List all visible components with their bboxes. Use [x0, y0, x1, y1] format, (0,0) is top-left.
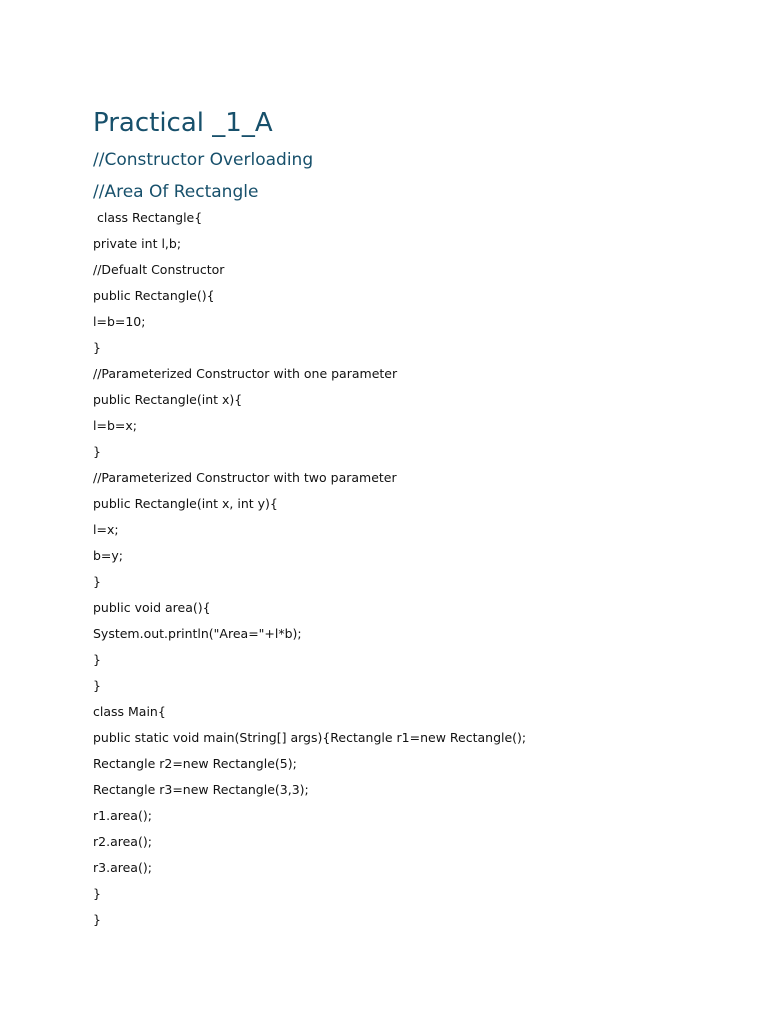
code-line: //Defualt Constructor — [93, 262, 225, 277]
code-line: public Rectangle(int x){ — [93, 392, 243, 407]
code-line: l=x; — [93, 522, 119, 537]
code-line: } — [93, 912, 101, 927]
code-line: r2.area(); — [93, 834, 152, 849]
subheading-area-of-rectangle: //Area Of Rectangle — [93, 182, 259, 202]
code-line: } — [93, 340, 101, 355]
code-line: //Parameterized Constructor with one parameter — [93, 366, 398, 381]
code-line: public Rectangle(){ — [93, 288, 215, 303]
code-line: public static void main(String[] args){Rectangle r1=new Rectangle(); — [93, 730, 527, 745]
code-line: r3.area(); — [93, 860, 152, 875]
code-line: public void area(){ — [93, 600, 211, 615]
subheading-constructor-overloading: //Constructor Overloading — [93, 150, 314, 170]
code-line: //Parameterized Constructor with two parameter — [93, 470, 397, 485]
code-line: public Rectangle(int x, int y){ — [93, 496, 278, 511]
code-line: } — [93, 678, 101, 693]
code-line: l=b=x; — [93, 418, 137, 433]
code-block — [93, 205, 713, 933]
code-line: class Rectangle{ — [93, 210, 203, 225]
code-line: l=b=10; — [93, 314, 146, 329]
code-line: } — [93, 886, 101, 901]
code-line: class Main{ — [93, 704, 166, 719]
code-line: } — [93, 444, 101, 459]
code-line: private int l,b; — [93, 236, 182, 251]
code-line: System.out.println("Area="+l*b); — [93, 626, 302, 641]
page-title: Practical _1_A — [93, 108, 273, 138]
code-line: } — [93, 652, 101, 667]
document-content — [93, 106, 713, 933]
code-line: } — [93, 574, 101, 589]
code-line: Rectangle r3=new Rectangle(3,3); — [93, 782, 309, 797]
code-line: r1.area(); — [93, 808, 152, 823]
code-line: Rectangle r2=new Rectangle(5); — [93, 756, 297, 771]
code-line: b=y; — [93, 548, 124, 563]
